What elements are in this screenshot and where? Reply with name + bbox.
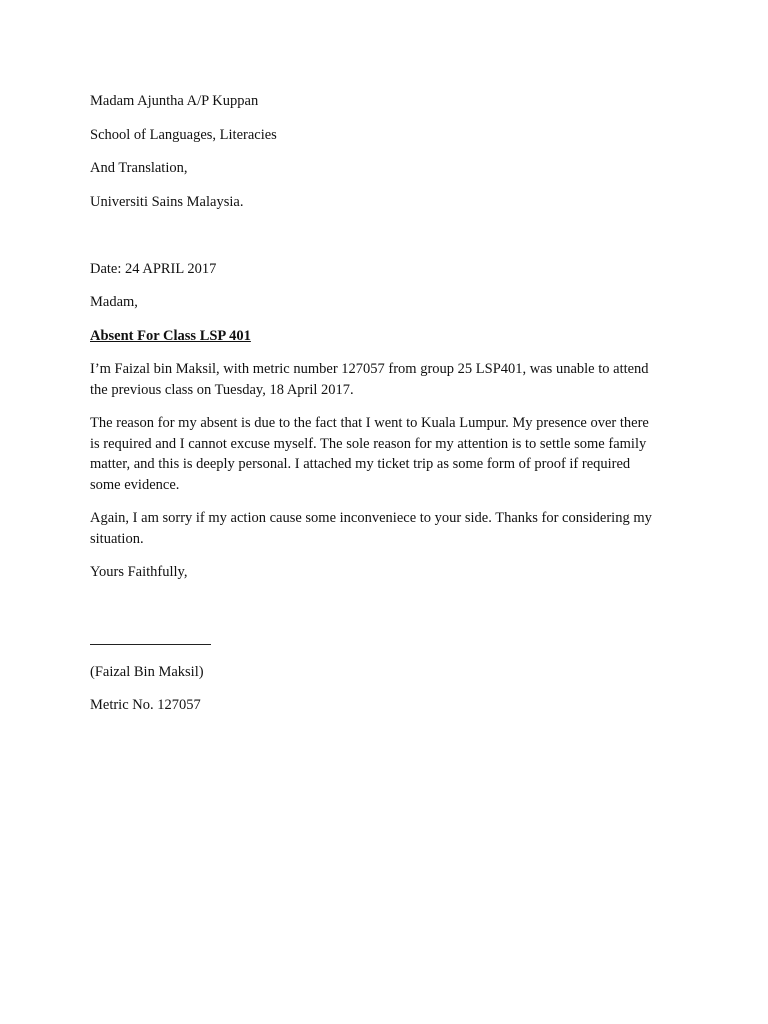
letter-date: Date: 24 APRIL 2017	[90, 261, 217, 277]
signature-metric: Metric No. 127057	[90, 697, 201, 713]
closing: Yours Faithfully,	[90, 564, 188, 580]
paragraph-line: some evidence.	[90, 477, 180, 494]
signature-name: (Faizal Bin Maksil)	[90, 664, 204, 680]
paragraph-line: the previous class on Tuesday, 18 April 2017.	[90, 381, 354, 398]
recipient-name: Madam Ajuntha A/P Kuppan	[90, 93, 259, 109]
recipient-university: Universiti Sains Malaysia.	[90, 194, 244, 210]
recipient-dept-line1: School of Languages, Literacies	[90, 127, 277, 143]
paragraph-line: matter, and this is deeply personal. I attached my ticket trip as some form of proof if required	[90, 456, 631, 473]
body-paragraph-1	[90, 359, 684, 400]
body-paragraph-2	[90, 413, 684, 496]
signature-line	[90, 644, 211, 645]
paragraph-line: situation.	[90, 530, 144, 547]
paragraph-line: The reason for my absent is due to the fact that I went to Kuala Lumpur. My presence over there	[90, 415, 649, 431]
salutation: Madam,	[90, 294, 138, 310]
paragraph-line: I’m Faizal bin Maksil, with metric number 127057 from group 25 LSP401, was unable to attend	[90, 361, 649, 377]
paragraph-line: Again, I am sorry if my action cause some inconveniece to your side. Thanks for considering my	[90, 510, 652, 526]
letter-subject: Absent For Class LSP 401	[90, 328, 251, 344]
recipient-dept-line2: And Translation,	[90, 160, 188, 176]
body-paragraph-3	[90, 508, 684, 549]
paragraph-line: is required and I cannot excuse myself. The sole reason for my attention is to settle some family	[90, 435, 647, 452]
